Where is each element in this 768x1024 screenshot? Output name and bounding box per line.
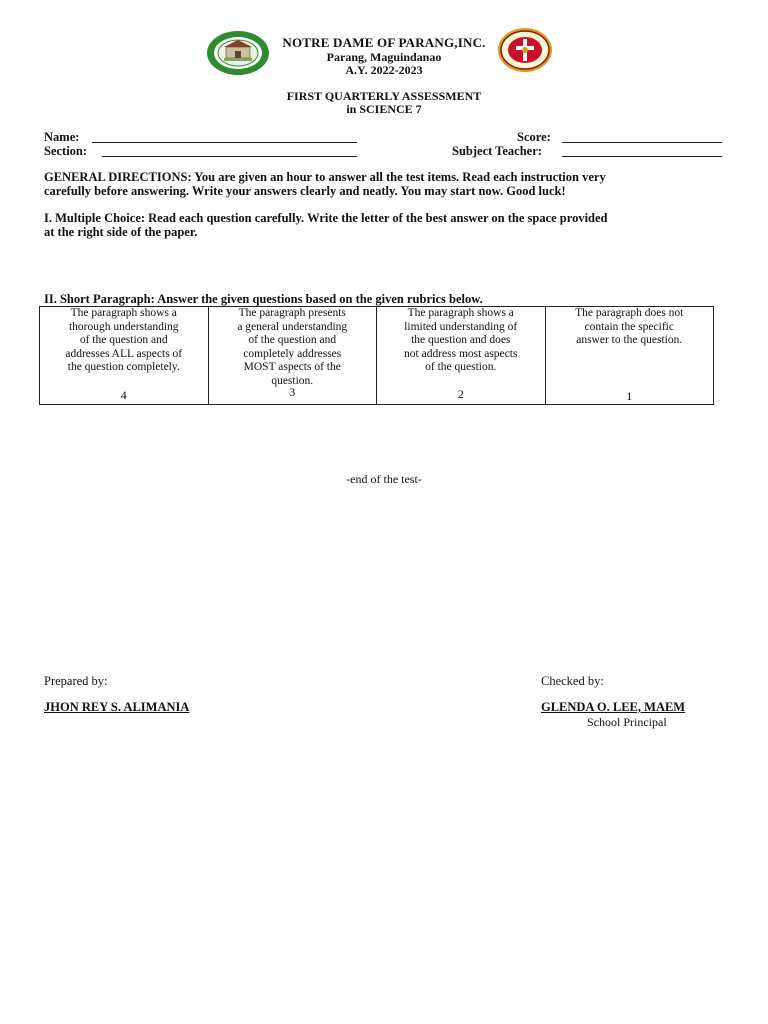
school-name: NOTRE DAME OF PARANG,INC. — [282, 35, 486, 50]
rubric-table — [39, 306, 714, 405]
section-label: Section: — [44, 144, 88, 158]
score-field[interactable] — [562, 131, 722, 143]
rubric-score: 3 — [289, 385, 296, 399]
rubric-text: not address most aspects — [404, 347, 518, 360]
part2-heading: II. Short Paragraph: Answer the given questions based on the given rubrics below. — [44, 292, 483, 306]
rubric-text: contain the specific — [584, 320, 674, 333]
rubric-cell-2 — [377, 307, 546, 405]
rubric-score: 2 — [457, 387, 464, 401]
rubric-text: the question and does — [411, 334, 511, 346]
academic-year: A.Y. 2022-2023 — [345, 63, 423, 77]
rubric-text: the question completely. — [67, 361, 180, 373]
rubric-text: The paragraph shows a — [70, 307, 177, 319]
assessment-subject: in SCIENCE 7 — [346, 102, 422, 116]
rubric-text: answer to the question. — [576, 334, 683, 346]
subject-teacher-label: Subject Teacher: — [452, 144, 542, 158]
rubric-text: a general understanding — [237, 320, 348, 333]
prepared-by-label: Prepared by: — [44, 674, 108, 688]
rubric-text: MOST aspects of the — [243, 361, 341, 373]
rubric-text: thorough understanding — [68, 320, 179, 333]
rubric-text: limited understanding of — [404, 320, 518, 333]
rubric-text: addresses ALL aspects of — [65, 347, 183, 360]
general-directions-line1: GENERAL DIRECTIONS: You are given an hour to answer all the test items. Read each instruction very — [44, 170, 606, 184]
rubric-cell-4 — [40, 307, 209, 405]
checked-by-title: School Principal — [587, 715, 667, 729]
rubric-text: The paragraph does not — [575, 307, 684, 319]
general-directions-line2: carefully before answering. Write your answers clearly and neatly. You may start now. Good luck! — [44, 184, 566, 198]
rubric-cell-1 — [545, 307, 714, 405]
score-label: Score: — [517, 130, 551, 144]
part1-instructions-line2: at the right side of the paper. — [44, 225, 198, 239]
assessment-title: FIRST QUARTERLY ASSESSMENT — [286, 89, 482, 103]
rubric-text: The paragraph shows a — [407, 307, 514, 319]
end-of-test: -end of the test- — [346, 472, 422, 486]
name-field[interactable] — [92, 131, 357, 143]
school-location: Parang, Maguindanao — [326, 50, 442, 64]
rubric-text: of the question. — [425, 361, 497, 373]
prepared-by-name: JHON REY S. ALIMANIA — [44, 700, 190, 714]
rubric-score: 1 — [626, 389, 633, 403]
rubric-score: 4 — [120, 388, 127, 402]
checked-by-label: Checked by: — [541, 674, 604, 688]
rubric-text: completely addresses — [243, 347, 342, 360]
section-field[interactable] — [102, 145, 357, 157]
part1-instructions-line1: I. Multiple Choice: Read each question carefully. Write the letter of the best answer on the space provided — [44, 211, 608, 225]
rubric-text: question. — [271, 374, 314, 387]
subject-teacher-field[interactable] — [562, 145, 722, 157]
checked-by-name: GLENDA O. LEE, MAEM — [541, 700, 686, 714]
rubric-cell-3 — [208, 307, 377, 405]
rubric-text: The paragraph presents — [238, 307, 346, 319]
rubric-text: of the question and — [248, 334, 337, 346]
name-label: Name: — [44, 130, 80, 144]
rubric-text: of the question and — [79, 334, 168, 346]
